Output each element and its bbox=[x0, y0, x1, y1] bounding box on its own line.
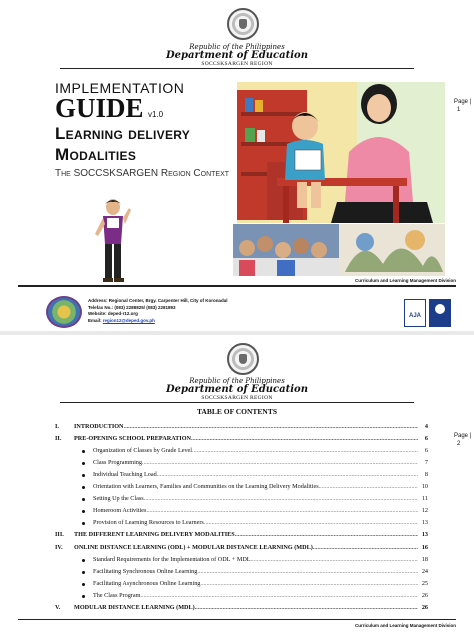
toc-entry-text: Organization of Classes by Grade Level bbox=[93, 447, 193, 455]
toc-section-entry[interactable] bbox=[74, 543, 428, 553]
toc-section-entry[interactable] bbox=[74, 530, 428, 540]
footer-divider bbox=[18, 619, 456, 620]
toc-page-number: 16 bbox=[421, 543, 428, 551]
ukas-logo-icon bbox=[429, 299, 451, 327]
toc-leader-dots bbox=[192, 446, 418, 456]
website-text: Website: deped-r12.org bbox=[88, 311, 138, 316]
toc-page-number: 6 bbox=[424, 435, 428, 443]
toc-entry-text: Setting Up the Class bbox=[93, 495, 144, 503]
email-link[interactable]: region12@deped.gov.ph bbox=[102, 317, 155, 323]
bullet-icon bbox=[82, 510, 85, 513]
toc-leader-dots bbox=[204, 518, 418, 528]
title-guide: GUIDE bbox=[55, 93, 144, 123]
toc-entry-text: INTRODUCTION bbox=[74, 423, 124, 430]
toc-leader-dots bbox=[157, 470, 418, 480]
toc-section-number: I. bbox=[55, 423, 59, 430]
toc-entry-text: Provision of Learning Resources to Learners bbox=[93, 519, 204, 527]
deped-seal-icon bbox=[227, 8, 259, 40]
header-divider bbox=[60, 402, 414, 403]
toc-entry-text: Facilitating Synchronous Online Learning bbox=[93, 567, 198, 575]
version-label: v1.0 bbox=[148, 110, 164, 119]
toc-section-number: V. bbox=[55, 603, 61, 611]
teacher-cartoon bbox=[93, 198, 133, 284]
toc-page-number: 10 bbox=[421, 483, 428, 491]
toc-entry-text: Facilitating Asynchronous Online Learning bbox=[93, 579, 201, 587]
department-text: Department of Education bbox=[166, 50, 308, 61]
contact-block bbox=[88, 298, 227, 324]
deped-seal-icon bbox=[227, 343, 259, 375]
division-label: Curriculum and Learning Management Division bbox=[354, 278, 456, 283]
toc-subsection-entry[interactable] bbox=[93, 518, 428, 528]
region-logo-icon bbox=[46, 296, 82, 328]
toc-section-entry[interactable] bbox=[74, 422, 428, 432]
page-number: 1 bbox=[457, 107, 461, 113]
toc-entry-text: Individual Teaching Load bbox=[93, 471, 157, 479]
bullet-icon bbox=[82, 450, 85, 453]
toc-subsection-entry[interactable] bbox=[93, 555, 428, 565]
toc-page-number: 8 bbox=[424, 471, 428, 479]
toc-section-number: II. bbox=[55, 435, 62, 443]
toc-page-number: 11 bbox=[422, 495, 428, 503]
bullet-icon bbox=[82, 498, 85, 501]
phone-text: Telefax No.: (083) 2288825/ (083) 2281893 bbox=[88, 304, 176, 310]
toc-leader-dots bbox=[251, 555, 418, 565]
region-text: SOCCSKSARGEN REGION bbox=[201, 395, 273, 401]
toc-page-number: 25 bbox=[421, 579, 428, 587]
department-text: Department of Education bbox=[166, 384, 308, 395]
title-implementation: IMPLEMENTATION bbox=[55, 80, 185, 96]
region-text: SOCCSKSARGEN REGION bbox=[201, 61, 273, 67]
aja-logo-icon: AJA bbox=[404, 299, 426, 327]
toc-subsection-entry[interactable] bbox=[93, 506, 428, 516]
bullet-icon bbox=[82, 522, 85, 525]
toc-subsection-entry[interactable] bbox=[93, 470, 428, 480]
republic-text: Republic of the Philippines bbox=[189, 43, 285, 51]
email-label: Email: bbox=[88, 317, 102, 323]
division-label: Curriculum and Learning Management Division bbox=[354, 623, 456, 628]
toc-page-number: 26 bbox=[421, 603, 428, 611]
title-learning-delivery: Learning delivery bbox=[55, 124, 191, 143]
toc-section-entry[interactable] bbox=[74, 603, 428, 613]
toc-leader-dots bbox=[140, 591, 418, 601]
toc-page-number: 26 bbox=[421, 591, 428, 599]
toc-leader-dots bbox=[146, 506, 418, 516]
toc-leader-dots bbox=[313, 543, 418, 553]
bullet-icon bbox=[82, 571, 85, 574]
toc-entry-text: THE DIFFERENT LEARNING DELIVERY MODALITIES bbox=[74, 531, 235, 539]
toc-page-number: 13 bbox=[421, 519, 428, 527]
toc-entry-text: Class Programming bbox=[93, 459, 142, 467]
bullet-icon bbox=[82, 462, 85, 465]
toc-entry-text: MODULAR DISTANCE LEARNING (MDL) bbox=[74, 603, 195, 611]
toc-leader-dots bbox=[191, 434, 418, 444]
title-modalities: Modalities bbox=[55, 145, 137, 164]
bullet-icon bbox=[82, 474, 85, 477]
toc-leader-dots bbox=[200, 579, 418, 589]
toc-entry-text: PRE-OPENING SCHOOL PREPARATION bbox=[74, 435, 191, 443]
toc-page-number: 18 bbox=[421, 555, 428, 563]
toc-section-entry[interactable] bbox=[74, 434, 428, 444]
bullet-icon bbox=[82, 583, 85, 586]
page-label bbox=[454, 432, 471, 448]
toc-title: TABLE OF CONTENTS bbox=[196, 407, 278, 416]
page-label bbox=[454, 98, 471, 114]
page-label-text: Page | bbox=[454, 433, 472, 439]
footer-divider bbox=[18, 285, 456, 287]
toc-page-number: 7 bbox=[424, 459, 428, 467]
toc-leader-dots bbox=[144, 494, 418, 504]
toc-subsection-entry[interactable] bbox=[93, 591, 428, 601]
toc-subsection-entry[interactable] bbox=[93, 446, 428, 456]
toc-leader-dots bbox=[319, 482, 418, 492]
page-number: 2 bbox=[457, 441, 461, 447]
toc-subsection-entry[interactable] bbox=[93, 482, 428, 492]
toc-page-number: 24 bbox=[421, 567, 428, 575]
toc-leader-dots bbox=[142, 458, 418, 468]
page-label-text: Page | bbox=[454, 99, 472, 105]
toc-leader-dots bbox=[124, 422, 418, 432]
toc-page-number: 13 bbox=[421, 531, 428, 539]
toc-entry-text: Homeroom Activities bbox=[93, 507, 147, 515]
toc-leader-dots bbox=[235, 530, 418, 540]
toc-page bbox=[0, 335, 474, 632]
header-divider bbox=[60, 68, 414, 69]
cover-photo-strip bbox=[233, 224, 445, 276]
toc-entry-text: ONLINE DISTANCE LEARNING (ODL) + MODULAR DISTANCE LEARNING (MDL) bbox=[74, 543, 313, 551]
toc-page-number: 4 bbox=[424, 423, 428, 430]
toc-section-number: IV. bbox=[55, 543, 63, 551]
toc-page-number: 6 bbox=[424, 447, 428, 455]
toc-entry-text: Orientation with Learners, Families and Communities on the Learning Delivery Modalities bbox=[93, 483, 319, 491]
bullet-icon bbox=[82, 595, 85, 598]
bullet-icon bbox=[82, 486, 85, 489]
bullet-icon bbox=[82, 559, 85, 562]
subtitle-context: The SOCCSKSARGEN Region Context bbox=[55, 168, 230, 179]
republic-text: Republic of the Philippines bbox=[189, 377, 285, 385]
toc-entry-text: Standard Requirements for the Implementation of ODL + MDL bbox=[93, 555, 251, 563]
toc-subsection-entry[interactable] bbox=[93, 494, 428, 504]
email-row bbox=[88, 318, 227, 325]
cover-illustration bbox=[237, 82, 445, 223]
toc-leader-dots bbox=[197, 567, 418, 577]
toc-section-number: III. bbox=[55, 531, 64, 539]
toc-subsection-entry[interactable] bbox=[93, 458, 428, 468]
toc-subsection-entry[interactable] bbox=[93, 567, 428, 577]
toc-subsection-entry[interactable] bbox=[93, 579, 428, 589]
toc-leader-dots bbox=[195, 603, 418, 613]
address-text: Address: Regional Center, Brgy. Carpenter Hill, City of Koronadal bbox=[88, 298, 228, 303]
toc-entry-text: The Class Program bbox=[93, 591, 141, 599]
toc-page-number: 12 bbox=[421, 507, 428, 515]
